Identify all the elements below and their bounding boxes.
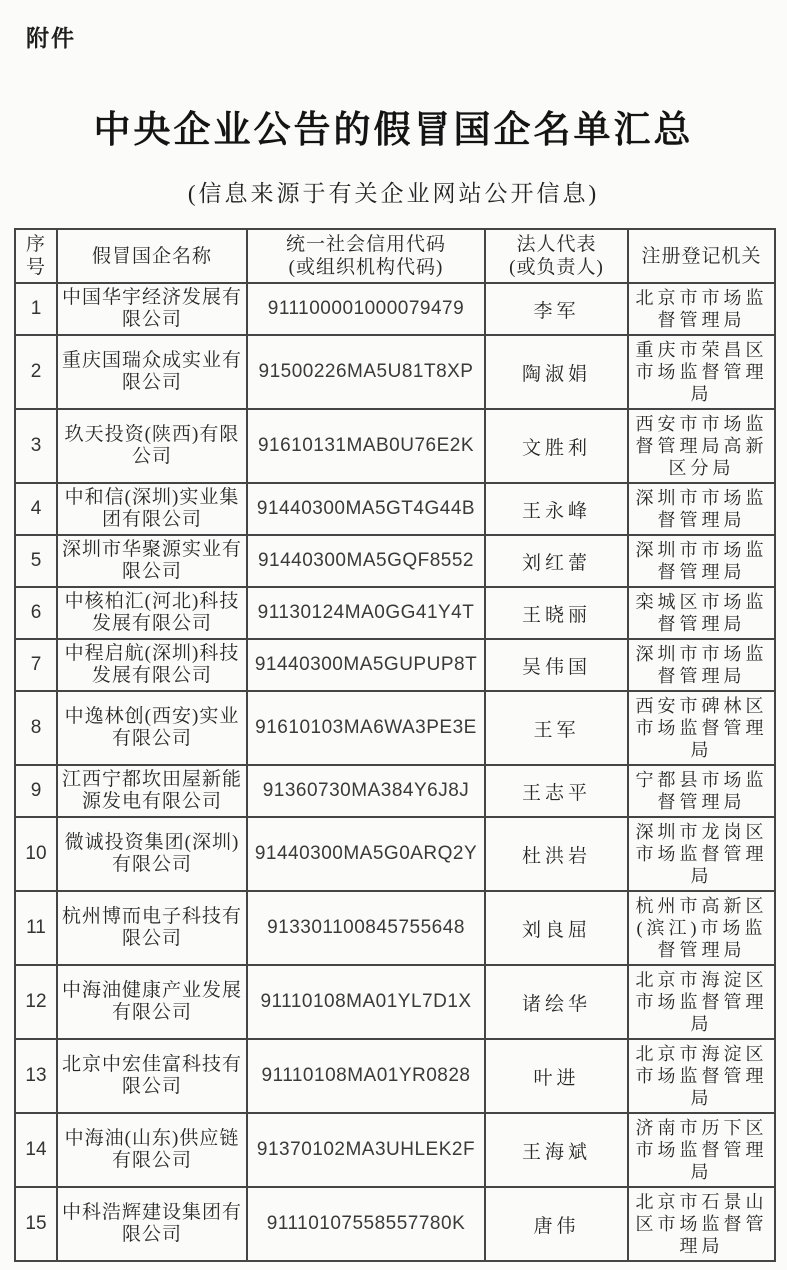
legal-representative: 诸绘华 <box>485 965 628 1039</box>
registration-authority: 栾城区市场监督管理局 <box>628 587 775 639</box>
header-registration-authority <box>628 229 775 283</box>
company-name: 微诚投资集团(深圳)有限公司 <box>57 817 247 891</box>
header-credit-code <box>247 229 485 283</box>
header-company-name <box>57 229 247 283</box>
legal-representative: 文胜利 <box>485 409 628 483</box>
header-code-line2: (或组织机构代码) <box>288 257 444 278</box>
header-serial-number <box>15 229 57 283</box>
header-serial-line2: 号 <box>25 257 46 278</box>
table-row <box>15 765 775 817</box>
fake-soe-table <box>14 228 776 1262</box>
table-row <box>15 1039 775 1113</box>
table-row <box>15 817 775 891</box>
credit-code: 91610103MA6WA3PE3E <box>247 691 485 765</box>
registration-authority: 深圳市市场监督管理局 <box>628 639 775 691</box>
credit-code: 91130124MA0GG41Y4T <box>247 587 485 639</box>
registration-authority: 西安市市场监督管理局高新区分局 <box>628 409 775 483</box>
header-rep-line1: 法人代表 <box>516 234 597 255</box>
legal-representative: 王海斌 <box>485 1113 628 1187</box>
credit-code: 91610131MAB0U76E2K <box>247 409 485 483</box>
company-name: 中国华宇经济发展有限公司 <box>57 283 247 335</box>
table-row <box>15 409 775 483</box>
company-name: 北京中宏佳富科技有限公司 <box>57 1039 247 1113</box>
company-name: 中海油健康产业发展有限公司 <box>57 965 247 1039</box>
credit-code: 91110108MA01YL7D1X <box>247 965 485 1039</box>
credit-code: 91440300MA5G0ARQ2Y <box>247 817 485 891</box>
company-name: 中逸林创(西安)实业有限公司 <box>57 691 247 765</box>
company-name: 深圳市华聚源实业有限公司 <box>57 535 247 587</box>
registration-authority: 深圳市市场监督管理局 <box>628 535 775 587</box>
credit-code: 91440300MA5GT4G44B <box>247 483 485 535</box>
company-name: 江西宁都坎田屋新能源发电有限公司 <box>57 765 247 817</box>
header-company-line1: 假冒国企名称 <box>91 245 212 267</box>
row-number: 13 <box>15 1039 57 1113</box>
company-name: 玖天投资(陕西)有限公司 <box>57 409 247 483</box>
row-number: 12 <box>15 965 57 1039</box>
registration-authority: 济南市历下区市场监督管理局 <box>628 1113 775 1187</box>
credit-code: 91370102MA3UHLEK2F <box>247 1113 485 1187</box>
table-row <box>15 335 775 409</box>
company-name: 中和信(深圳)实业集团有限公司 <box>57 483 247 535</box>
header-code-line1: 统一社会信用代码 <box>285 234 446 255</box>
table-row <box>15 891 775 965</box>
company-name: 中核柏汇(河北)科技发展有限公司 <box>57 587 247 639</box>
registration-authority: 北京市市场监督管理局 <box>628 283 775 335</box>
credit-code: 91110107558557780K <box>247 1187 485 1261</box>
header-legal-representative <box>485 229 628 283</box>
table-body <box>15 283 775 1261</box>
company-name: 中程启航(深圳)科技发展有限公司 <box>57 639 247 691</box>
credit-code: 91110108MA01YR0828 <box>247 1039 485 1113</box>
legal-representative: 刘红蕾 <box>485 535 628 587</box>
row-number: 15 <box>15 1187 57 1261</box>
legal-representative: 杜洪岩 <box>485 817 628 891</box>
table-row <box>15 1187 775 1261</box>
row-number: 7 <box>15 639 57 691</box>
registration-authority: 重庆市荣昌区市场监督管理局 <box>628 335 775 409</box>
company-name: 中科浩辉建设集团有限公司 <box>57 1187 247 1261</box>
header-rep-line2: (或负责人) <box>509 257 604 278</box>
table-row <box>15 587 775 639</box>
credit-code: 91360730MA384Y6J8J <box>247 765 485 817</box>
company-name: 中海油(山东)供应链有限公司 <box>57 1113 247 1187</box>
legal-representative: 叶进 <box>485 1039 628 1113</box>
row-number: 10 <box>15 817 57 891</box>
header-serial-line1: 序 <box>25 234 46 255</box>
legal-representative: 李军 <box>485 283 628 335</box>
legal-representative: 王军 <box>485 691 628 765</box>
table-header-row <box>15 229 775 283</box>
row-number: 6 <box>15 587 57 639</box>
table-row <box>15 1113 775 1187</box>
company-name: 杭州博而电子科技有限公司 <box>57 891 247 965</box>
table-row <box>15 965 775 1039</box>
credit-code: 913301100845755648 <box>247 891 485 965</box>
row-number: 1 <box>15 283 57 335</box>
registration-authority: 宁都县市场监督管理局 <box>628 765 775 817</box>
row-number: 2 <box>15 335 57 409</box>
row-number: 11 <box>15 891 57 965</box>
registration-authority: 深圳市市场监督管理局 <box>628 483 775 535</box>
registration-authority: 北京市石景山区市场监督管理局 <box>628 1187 775 1261</box>
table-row <box>15 535 775 587</box>
row-number: 14 <box>15 1113 57 1187</box>
legal-representative: 王晓丽 <box>485 587 628 639</box>
legal-representative: 陶淑娟 <box>485 335 628 409</box>
table-row <box>15 691 775 765</box>
table-row <box>15 639 775 691</box>
credit-code: 91500226MA5U81T8XP <box>247 335 485 409</box>
row-number: 3 <box>15 409 57 483</box>
legal-representative: 刘良屈 <box>485 891 628 965</box>
table-row <box>15 483 775 535</box>
credit-code: 911100001000079479 <box>247 283 485 335</box>
legal-representative: 王永峰 <box>485 483 628 535</box>
page-subtitle: (信息来源于有关企业网站公开信息) <box>187 181 600 206</box>
row-number: 5 <box>15 535 57 587</box>
attachment-label: 附件 <box>26 25 76 51</box>
page-title: 中央企业公告的假冒国企名单汇总 <box>93 109 694 150</box>
registration-authority: 深圳市龙岗区市场监督管理局 <box>628 817 775 891</box>
registration-authority: 北京市海淀区市场监督管理局 <box>628 965 775 1039</box>
legal-representative: 唐伟 <box>485 1187 628 1261</box>
table-row <box>15 283 775 335</box>
row-number: 9 <box>15 765 57 817</box>
legal-representative: 吴伟国 <box>485 639 628 691</box>
header-auth-line1: 注册登记机关 <box>641 245 762 267</box>
credit-code: 91440300MA5GQF8552 <box>247 535 485 587</box>
registration-authority: 杭州市高新区(滨江)市场监督管理局 <box>628 891 775 965</box>
registration-authority: 北京市海淀区市场监督管理局 <box>628 1039 775 1113</box>
registration-authority: 西安市碑林区市场监督管理局 <box>628 691 775 765</box>
legal-representative: 王志平 <box>485 765 628 817</box>
credit-code: 91440300MA5GUPUP8T <box>247 639 485 691</box>
company-name: 重庆国瑞众成实业有限公司 <box>57 335 247 409</box>
row-number: 4 <box>15 483 57 535</box>
row-number: 8 <box>15 691 57 765</box>
